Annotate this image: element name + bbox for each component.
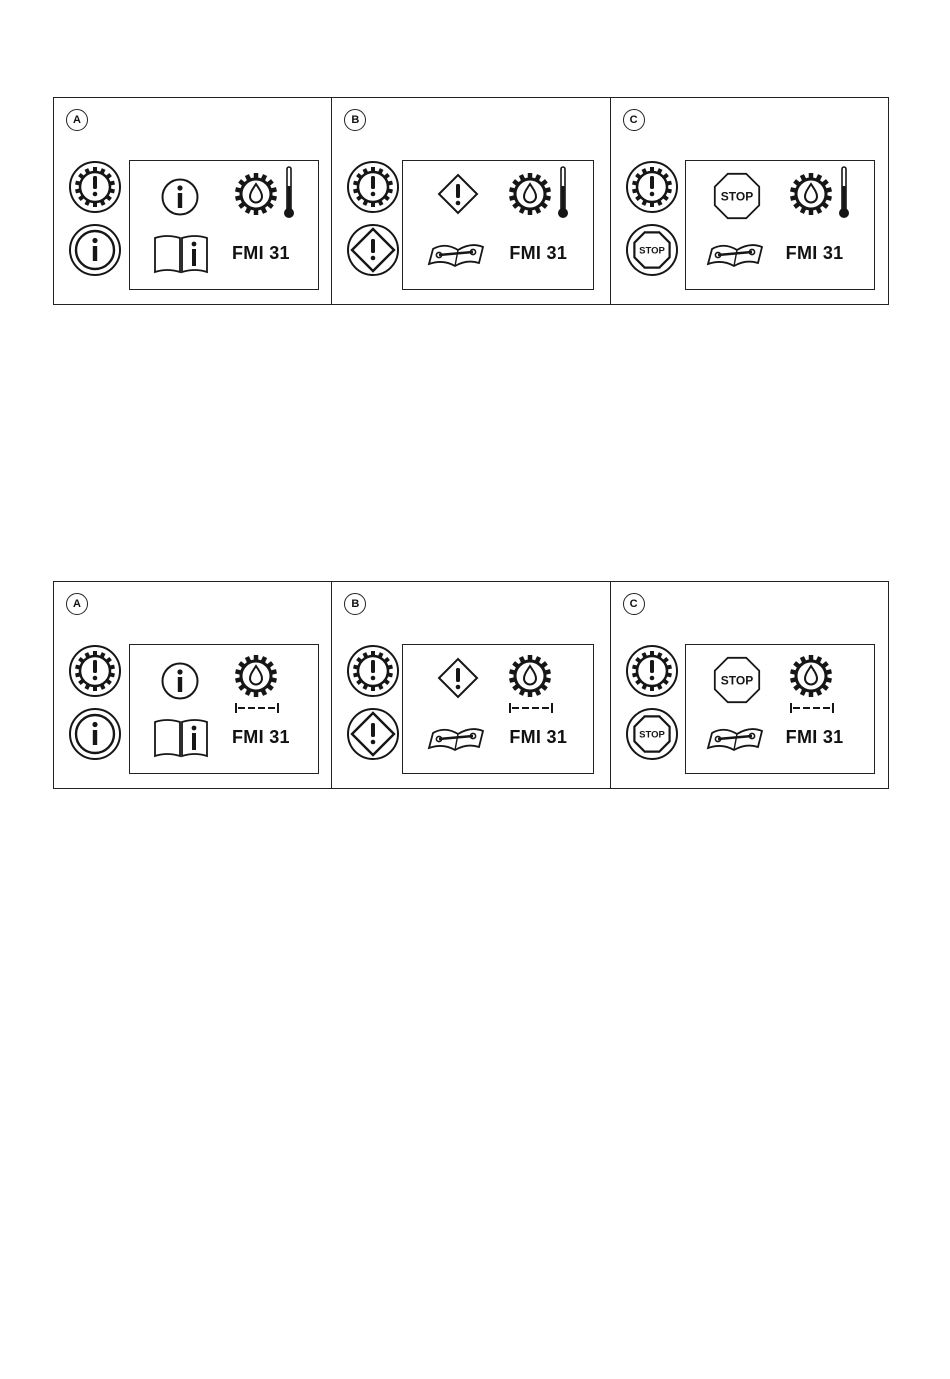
service-manual-icon bbox=[427, 239, 487, 269]
warning-diamond-icon bbox=[346, 223, 400, 277]
engine-oil-gear-icon bbox=[507, 653, 553, 699]
fault-code: FMI 31 bbox=[785, 727, 844, 747]
panel-label: C bbox=[623, 109, 645, 131]
engine-oil-gear-icon bbox=[233, 171, 279, 217]
manual-info-icon bbox=[152, 717, 210, 759]
info-icon bbox=[68, 707, 122, 761]
panel-c bbox=[610, 582, 888, 788]
display-screen bbox=[402, 160, 594, 290]
display-screen bbox=[685, 160, 875, 290]
engine-warning-icon bbox=[625, 160, 679, 214]
service-manual-icon bbox=[706, 723, 766, 753]
stop-sign-icon bbox=[712, 171, 762, 221]
service-manual-icon bbox=[427, 723, 487, 753]
panel-a bbox=[54, 98, 331, 304]
figure-temperature bbox=[53, 97, 889, 305]
svg-text:STOP: STOP bbox=[720, 189, 753, 204]
engine-oil-gear-icon bbox=[233, 653, 279, 699]
figure-level bbox=[53, 581, 889, 789]
engine-oil-gear-icon bbox=[788, 653, 834, 699]
display-screen bbox=[129, 160, 319, 290]
panel-a bbox=[54, 582, 331, 788]
info-icon bbox=[160, 177, 200, 217]
thermometer-icon bbox=[282, 166, 296, 220]
stop-sign-icon bbox=[712, 655, 762, 705]
panel-label: A bbox=[66, 109, 88, 131]
fault-code: FMI 31 bbox=[232, 727, 290, 747]
engine-warning-icon bbox=[346, 160, 400, 214]
engine-warning-icon bbox=[625, 644, 679, 698]
svg-text:STOP: STOP bbox=[720, 673, 753, 688]
display-screen bbox=[402, 644, 594, 774]
fault-code: FMI 31 bbox=[509, 727, 568, 747]
panel-label: C bbox=[623, 593, 645, 615]
warning-diamond-icon bbox=[437, 657, 479, 699]
level-gauge-icon bbox=[234, 701, 280, 715]
level-gauge-icon bbox=[508, 701, 554, 715]
stop-sign-icon bbox=[625, 707, 679, 761]
service-manual-icon bbox=[706, 239, 766, 269]
level-gauge-icon bbox=[789, 701, 835, 715]
fault-code: FMI 31 bbox=[509, 243, 568, 263]
engine-oil-gear-icon bbox=[507, 171, 553, 217]
engine-oil-gear-icon bbox=[788, 171, 834, 217]
display-screen bbox=[685, 644, 875, 774]
panel-label: B bbox=[344, 593, 366, 615]
thermometer-icon bbox=[837, 166, 851, 220]
engine-warning-icon bbox=[68, 160, 122, 214]
thermometer-icon bbox=[556, 166, 570, 220]
engine-warning-icon bbox=[68, 644, 122, 698]
panel-label: B bbox=[344, 109, 366, 131]
panel-label: A bbox=[66, 593, 88, 615]
warning-diamond-icon bbox=[437, 173, 479, 215]
panel-b bbox=[331, 582, 609, 788]
panel-c bbox=[610, 98, 888, 304]
stop-sign-icon bbox=[625, 223, 679, 277]
svg-text:STOP: STOP bbox=[638, 245, 665, 257]
info-icon bbox=[160, 661, 200, 701]
manual-info-icon bbox=[152, 233, 210, 275]
info-icon bbox=[68, 223, 122, 277]
fault-code: FMI 31 bbox=[785, 243, 844, 263]
engine-warning-icon bbox=[346, 644, 400, 698]
panel-b bbox=[331, 98, 609, 304]
display-screen bbox=[129, 644, 319, 774]
svg-text:STOP: STOP bbox=[638, 729, 665, 741]
fault-code: FMI 31 bbox=[232, 243, 290, 263]
warning-diamond-icon bbox=[346, 707, 400, 761]
